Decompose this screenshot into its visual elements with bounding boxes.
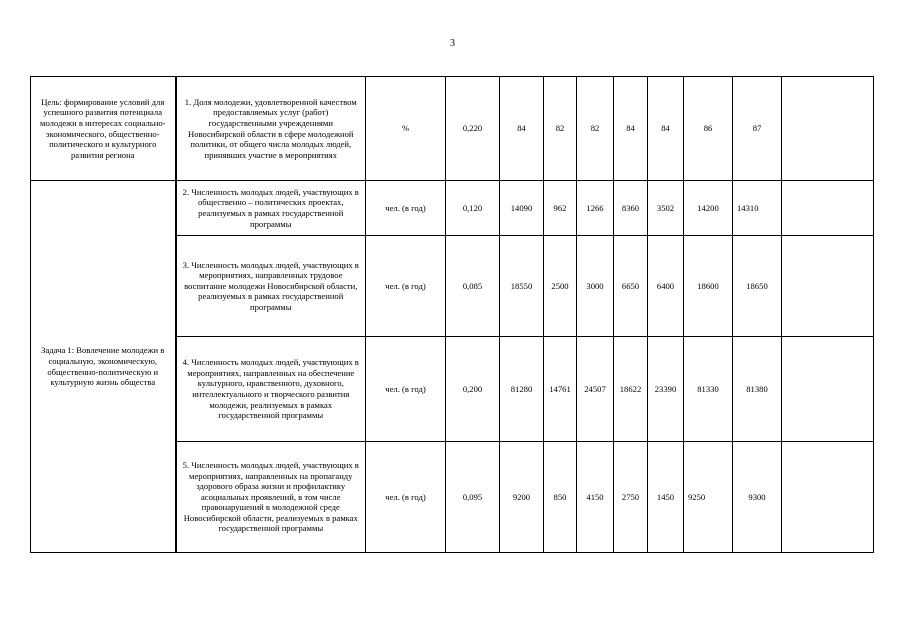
goal-cell: Цель: формирование условий для успешного развития потенциала молодежи в интересах социально-экономического, общественно-политического и культурного развития региона — [31, 77, 176, 181]
value-cell: 18550 — [500, 236, 544, 337]
value-cell: 18600 — [684, 236, 733, 337]
value-cell: 14310 — [733, 181, 782, 236]
value-cell — [782, 236, 874, 337]
value-cell: 18650 — [733, 236, 782, 337]
value-cell: 87 — [733, 77, 782, 181]
weight-cell: 0,085 — [446, 236, 500, 337]
value-cell — [782, 181, 874, 236]
value-cell: 2500 — [544, 236, 577, 337]
unit-cell: чел. (в год) — [366, 337, 446, 442]
value-cell: 9300 — [733, 442, 782, 553]
value-cell — [782, 442, 874, 553]
value-cell: 9200 — [500, 442, 544, 553]
indicator-cell: 2. Численность молодых людей, участвующих в общественно – политических проектах, реализуемых в рамках государственной программы — [176, 181, 366, 236]
value-cell: 1266 — [577, 181, 614, 236]
value-cell: 84 — [500, 77, 544, 181]
unit-cell: чел. (в год) — [366, 181, 446, 236]
weight-cell: 0,200 — [446, 337, 500, 442]
indicator-cell: 1. Доля молодежи, удовлетворенной качеством предоставляемых услуг (работ) государственными учреждениями Новосибирской области в сфере молодежной политики, от общего числа молодых людей, принявших участие в мероприятиях — [176, 77, 366, 181]
weight-cell: 0,095 — [446, 442, 500, 553]
table-row — [31, 77, 874, 181]
value-cell: 81280 — [500, 337, 544, 442]
value-cell: 6650 — [614, 236, 648, 337]
value-cell: 23390 — [648, 337, 684, 442]
unit-cell: % — [366, 77, 446, 181]
indicator-cell: 4. Численность молодых людей, участвующих в мероприятиях, направленных на обеспечение культурного, нравственного, духовного, интеллектуального и творческого развития молодежи, реализуемых в рамках государственной программы — [176, 337, 366, 442]
table-row — [31, 181, 874, 236]
indicator-cell: 3. Численность молодых людей, участвующих в мероприятиях, направленных трудовое воспитание молодежи Новосибирской области, реализуемых в рамках государственной программы — [176, 236, 366, 337]
value-cell: 3502 — [648, 181, 684, 236]
value-cell: 82 — [544, 77, 577, 181]
task-cell: Задача 1: Вовлечение молодежи в социальную, экономическую, общественно-политическую и культурную жизнь общества — [31, 181, 176, 553]
value-cell: 84 — [648, 77, 684, 181]
value-cell: 86 — [684, 77, 733, 181]
value-cell — [782, 337, 874, 442]
value-cell: 82 — [577, 77, 614, 181]
value-cell: 3000 — [577, 236, 614, 337]
value-cell: 84 — [614, 77, 648, 181]
value-cell: 6400 — [648, 236, 684, 337]
indicator-cell: 5. Численность молодых людей, участвующих в мероприятиях, направленных на пропаганду здорового образа жизни и профилактику асоциальных проявлений, в том числе правонарушений в молодежной среде Новосибирской области, реализуемых в рамках государственной программы — [176, 442, 366, 553]
page-number: 3 — [450, 38, 455, 49]
value-cell: 4150 — [577, 442, 614, 553]
unit-cell: чел. (в год) — [366, 236, 446, 337]
value-cell: 18622 — [614, 337, 648, 442]
weight-cell: 0,220 — [446, 77, 500, 181]
value-cell: 9250 — [684, 442, 733, 553]
value-cell: 962 — [544, 181, 577, 236]
indicators-table — [30, 76, 874, 553]
value-cell: 850 — [544, 442, 577, 553]
unit-cell: чел. (в год) — [366, 442, 446, 553]
value-cell — [782, 77, 874, 181]
value-cell: 14090 — [500, 181, 544, 236]
value-cell: 14200 — [684, 181, 733, 236]
value-cell: 81330 — [684, 337, 733, 442]
value-cell: 14761 — [544, 337, 577, 442]
value-cell: 8360 — [614, 181, 648, 236]
value-cell: 24507 — [577, 337, 614, 442]
weight-cell: 0,120 — [446, 181, 500, 236]
value-cell: 2750 — [614, 442, 648, 553]
value-cell: 81380 — [733, 337, 782, 442]
value-cell: 1450 — [648, 442, 684, 553]
